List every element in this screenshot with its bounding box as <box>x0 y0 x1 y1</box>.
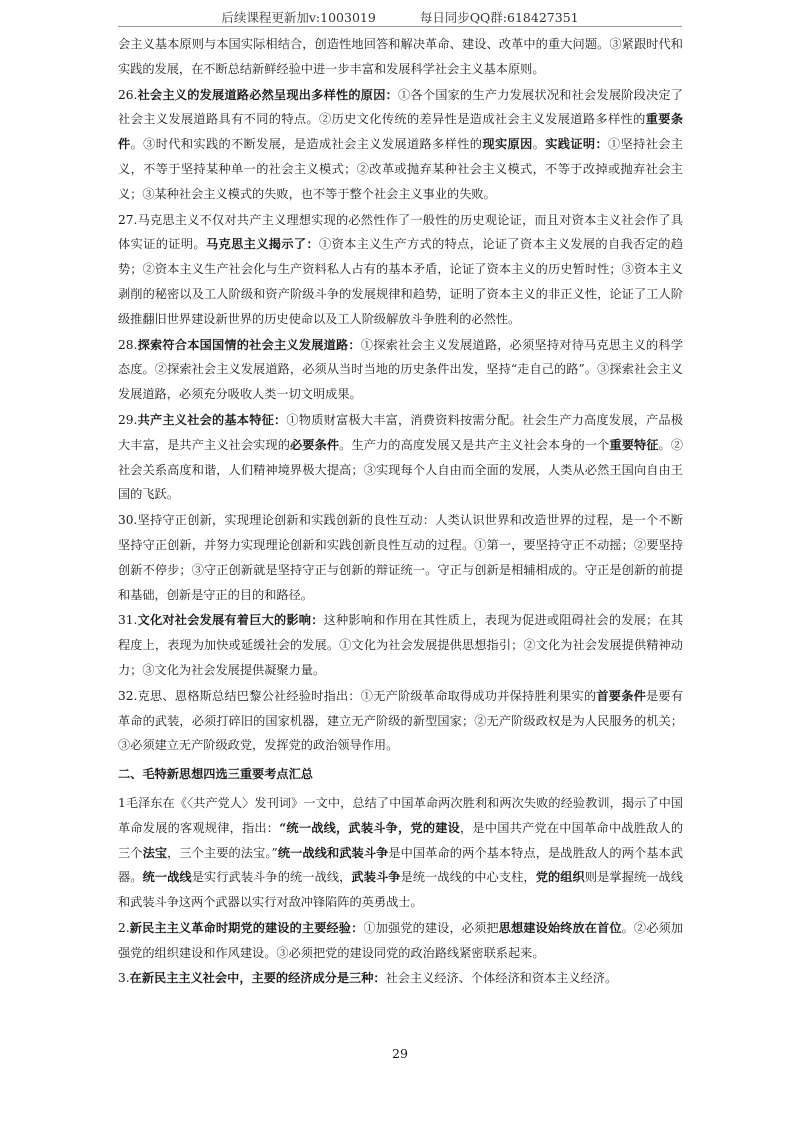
bold-term: 武装斗争 <box>351 870 401 885</box>
item-number: 2. <box>118 920 130 935</box>
text: 。②社会关系高度和谐，人们精神境界极大提高；③实现每个人自由而全面的发展，人类从必然王国向自由王国的飞跃。 <box>118 437 684 502</box>
text: 。 <box>532 137 546 152</box>
bold-term: 必要条件 <box>290 437 340 452</box>
text: 则是掌握统一战线和武装斗争这两个武器以实行对敌冲锋陷阵的英勇战士。 <box>118 870 684 910</box>
bold-quote: “统一战线，武装斗争，党的建设 <box>279 820 461 835</box>
bold-heading: 探索符合本国国情的社会主义发展道路： <box>137 337 361 352</box>
text: 社会主义经济、个体经济和资本主义经济。 <box>385 971 618 986</box>
bold-heading: 马克思主义揭示了： <box>205 237 320 252</box>
bold-term: 法宝 <box>142 845 168 860</box>
bold-term: 统一战线和武装斗争 <box>277 845 389 860</box>
text: ①探索社会主义发展道路，必须坚持对待马克思主义的科学态度。②探索社会主义发展道路，必须从当时当地的历史条件出发，坚持“走自己的路”。③探索社会主义发展道路，必须充分吸收人类一切文明成果。 <box>118 337 684 402</box>
bold-term: 实践证明： <box>545 137 609 152</box>
page-content <box>118 32 683 992</box>
text: ，是中国共产党在中国革命中战胜敌人的三个 <box>118 820 684 860</box>
paragraph-28 <box>118 333 683 407</box>
text: 27.马克思主义不仅对共产主义理想实现的必然性作了一般性的历史观论证，而且对资本主义社会作了具体实证的证明。 <box>118 212 683 252</box>
item-number: 26. <box>118 87 138 102</box>
text: 。②必须加强党的组织建设和作风建设。③必须把党的建设同党的政治路线紧密联系起来。 <box>118 920 683 960</box>
bold-term: 重要条件 <box>118 112 684 152</box>
text: 32.克思、恩格斯总结巴黎公社经验时指出：①无产阶级革命取得成功并保持胜利果实的 <box>118 688 597 703</box>
bold-term: 党的组织 <box>535 870 585 885</box>
item-number: 31. <box>118 613 138 628</box>
item-number: 28. <box>118 337 138 352</box>
text: ①坚持社会主义，不等于坚持某种单一的社会主义模式；②改革或抛弃某种社会主义模式，不等于改掉或抛弃社会主义；③某种社会主义模式的失败，也不等于整个社会主义事业的失败。 <box>118 137 684 201</box>
paragraph-q3 <box>118 966 683 991</box>
text: 是统一战线的中心支柱， <box>400 870 536 885</box>
paragraph-26 <box>118 83 683 207</box>
bold-term: 统一战线 <box>142 870 192 885</box>
bold-term: 思想建设始终放在首位 <box>498 920 622 935</box>
text: 。③时代和实践的不断发展，是造成社会主义发展道路多样性的 <box>130 137 483 152</box>
text: ①资本主义生产方式的特点，论证了资本主义发展的自我否定的趋势；②资本主义生产社会化与生产资料私人占有的基本矛盾，论证了资本主义的历史暂时性；③资本主义剥削的秘密以及工人阶级和资产阶级斗争的发展规律和趋势，证明了资本主义的非正义性，论证了工人阶级推翻旧世界建设新世界的历史使命以及工人阶级解放斗争胜利的必然性。 <box>118 237 684 326</box>
text: 是中国革命的两个基本特点，是战胜敌人的两个基本武器。 <box>118 845 684 885</box>
text: 。生产力的高度发展又是共产主义社会本身的一个 <box>339 437 610 452</box>
paragraph-29 <box>118 408 683 507</box>
bold-term: 现实原因 <box>482 137 533 152</box>
text: 会主义基本原则与本国实际相结合，创造性地回答和解决革命、建设、改革中的重大问题。③紧跟时代和实践的发展，在不断总结新鲜经验中进一步丰富和发展科学社会主义基本原则。 <box>118 37 683 76</box>
header-qq-group: 每日同步QQ群:618427351 <box>419 10 579 25</box>
bold-term: 重要特征 <box>609 437 659 452</box>
paragraph-30 <box>118 508 683 607</box>
bold-heading: 文化对社会发展有着巨大的影响： <box>137 613 324 628</box>
text: ①物质财富极大丰富，消费资料按需分配。社会生产力高度发展，产品极大丰富，是共产主义社会实现的 <box>118 412 683 452</box>
text: 是要有革命的武装，必须打碎旧的国家机器，建立无产阶级的新型国家；②无产阶级政权是为人民服务的机关；③必须建立无产阶级政党，发挥党的政治领导作用。 <box>118 688 684 753</box>
header-divider <box>118 26 682 27</box>
bold-heading: 在新民主主义社会中，主要的经济成分是三种： <box>129 971 386 986</box>
text: 这种影响和作用在其性质上，表现为促进或阻碍社会的发展；在其程度上，表现为加快或延缓社会的发展。①文化为社会发展提供思想指引；②文化为社会发展提供精神动力；③文化为社会发展提供凝聚力量。 <box>118 613 684 677</box>
page-header <box>0 8 800 26</box>
paragraph-27 <box>118 208 683 332</box>
bold-heading: 社会主义的发展道路必然呈现出多样性的原因： <box>137 87 399 102</box>
item-number: 3. <box>118 971 130 986</box>
page-number: 29 <box>392 1046 408 1061</box>
paragraph-q1 <box>118 791 683 915</box>
section-heading: 二、毛特新思想四选三重要考点汇总 <box>118 767 313 782</box>
text: ①各个国家的生产力发展状况和社会发展阶段决定了社会主义发展道路具有不同的特点。②历史文化传统的差异性是造成社会主义发展道路多样性的 <box>118 87 684 127</box>
paragraph-q2 <box>118 916 683 966</box>
item-number: 29. <box>118 412 138 427</box>
paragraph-31 <box>118 608 683 682</box>
text: ，三个主要的法宝。” <box>167 845 278 860</box>
header-course-update: 后续课程更新加v:1003019 <box>221 10 376 25</box>
text: 是实行武装斗争的统一战线， <box>191 870 352 885</box>
bold-heading: 共产主义社会的基本特征： <box>137 412 287 427</box>
text: ①加强党的建设，必须把 <box>363 920 499 935</box>
paragraph-32 <box>118 684 683 758</box>
paragraph-continued <box>118 32 683 82</box>
bold-term: 首要条件 <box>596 688 647 703</box>
bold-heading: 新民主主义革命时期党的建设的主要经验： <box>129 920 364 935</box>
text: 1毛泽东在《〈共产党人〉发刊词》一文中，总结了中国革命两次胜利和两次失败的经验教训，揭示了中国革命发展的客观规律，指出： <box>118 795 683 835</box>
text: 30.坚持守正创新，实现理论创新和实践创新的良性互动：人类认识世界和改造世界的过程，是一个不断坚持守正创新，并努力实现理论创新和实践创新良性互动的过程。①第一，要坚持守正不动摇；②要坚持创新不停步；③守正创新就是坚持守正与创新的辩证统一。守正与创新是相辅相成的。守正是创新的前提和基础，创新是守正的目的和路径。 <box>118 513 683 602</box>
